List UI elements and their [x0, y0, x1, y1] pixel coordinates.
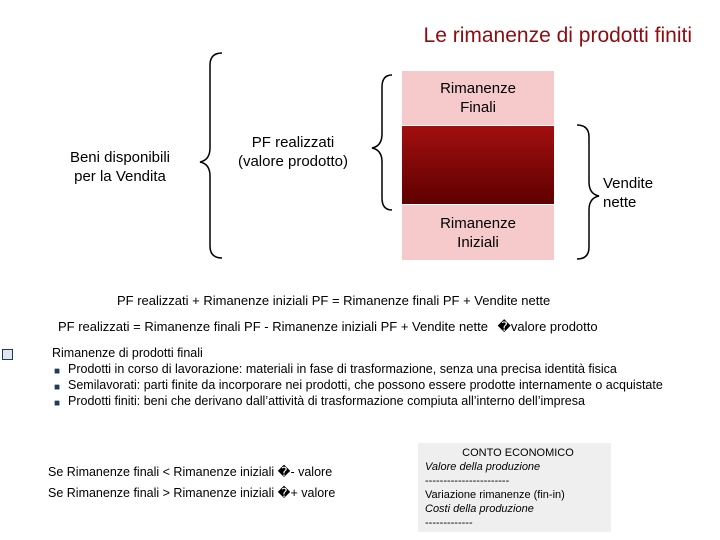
rim-finali-line2: Finali	[460, 99, 496, 116]
equation-2-text: PF realizzati = Rimanenze finali PF - Rimanenze iniziali PF + Vendite nette	[58, 319, 488, 334]
comparison-1-tail: - valore	[290, 465, 333, 479]
comparison-1	[48, 464, 332, 479]
pf-realizzati-label	[220, 133, 366, 171]
rim-finali-line1: Rimanenze	[440, 80, 516, 97]
vendite-line1: Vendite	[603, 175, 654, 192]
page-title: Le rimanenze di prodotti finiti	[423, 24, 692, 47]
pf-realizzati-bar	[402, 126, 554, 204]
checkbox-bullet-icon	[2, 349, 13, 360]
separator-dashes: -----------------------	[425, 475, 510, 487]
arrow-right-icon: �	[277, 465, 291, 479]
separator-dashes: -------------	[425, 517, 473, 529]
rimanenze-list	[52, 346, 692, 409]
arrow-right-icon: �	[277, 486, 291, 500]
conto-economico-title: CONTO ECONOMICO	[462, 447, 574, 459]
square-bullet-icon: ■	[54, 366, 61, 377]
beni-label-line2: per la Vendita	[74, 168, 166, 185]
arrow-right-icon: �	[497, 319, 511, 334]
square-bullet-icon: ■	[54, 398, 61, 409]
rim-iniziali-line1: Rimanenze	[440, 214, 516, 232]
list-item-text: Semilavorati: parti finite da incorporare nei prodotti, che possono essere prodotte internamente o acquistate	[68, 378, 663, 392]
rimanenze-iniziali-box	[402, 205, 554, 260]
comparison-2-text: Se Rimanenze finali > Rimanenze iniziali	[48, 486, 275, 500]
list-item	[52, 378, 692, 393]
list-item	[52, 362, 692, 377]
list-main-item: Rimanenze di prodotti finali	[52, 346, 203, 360]
equation-2	[58, 319, 598, 335]
pf-label-line2: (valore prodotto)	[237, 153, 349, 170]
right-brace	[577, 125, 599, 259]
vendite-nette-label	[603, 174, 653, 212]
square-bullet-icon: ■	[54, 382, 61, 393]
comparison-2-tail: + valore	[290, 486, 336, 500]
valore-produzione-line: Valore della produzione	[425, 461, 541, 473]
vendite-line2: nette	[603, 194, 637, 211]
conto-economico-panel	[418, 443, 611, 532]
rimanenze-finali-box	[402, 71, 554, 125]
comparison-1-text: Se Rimanenze finali < Rimanenze iniziali	[48, 465, 275, 479]
large-brace-left	[200, 53, 222, 258]
rim-iniziali-line2: Iniziali	[457, 233, 499, 251]
list-item-text: Prodotti in corso di lavorazione: materiali in fase di trasformazione, senza una precisa identità fisica	[68, 362, 617, 376]
costi-produzione-line: Costi della produzione	[425, 503, 534, 515]
pf-label-line1: PF realizzati	[251, 134, 335, 151]
list-item	[52, 394, 692, 409]
equation-1: PF realizzati + Rimanenze iniziali PF = Rimanenze finali PF + Vendite nette	[117, 293, 551, 308]
equation-2-tail: valore prodotto	[510, 319, 598, 334]
medium-brace-left	[372, 75, 392, 210]
variazione-rimanenze-line: Variazione rimanenze (fin-in)	[425, 489, 565, 501]
beni-label-line1: Beni disponibili	[69, 149, 171, 166]
list-item-text: Prodotti finiti: beni che derivano dall’attività di trasformazione compiuta all’interno dell’impresa	[68, 394, 585, 408]
comparison-2	[48, 485, 335, 500]
